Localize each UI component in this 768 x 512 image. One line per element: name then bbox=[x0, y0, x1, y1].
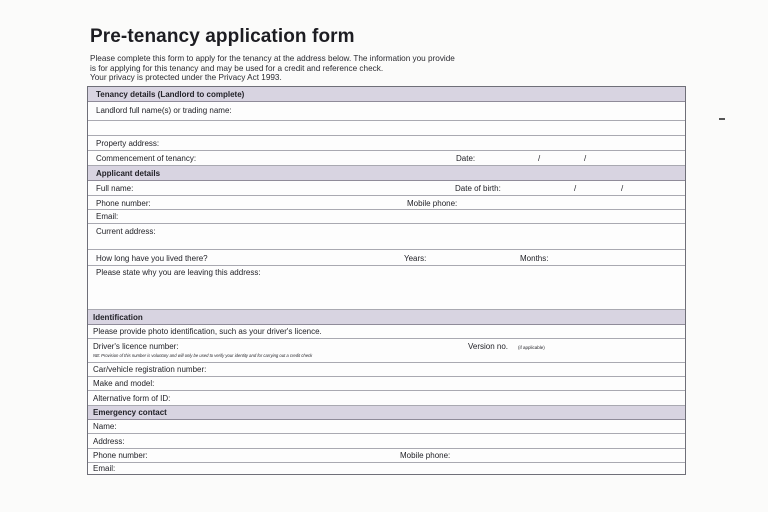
alternative-id-label: Alternative form of ID: bbox=[93, 394, 171, 403]
form-title: Pre-tenancy application form bbox=[90, 26, 355, 47]
full-name-label: Full name: bbox=[96, 184, 134, 193]
scan-speck bbox=[719, 118, 725, 120]
make-model-field[interactable] bbox=[88, 377, 685, 391]
intro-text bbox=[90, 54, 690, 83]
email-field[interactable] bbox=[88, 210, 685, 224]
application-form-table bbox=[87, 86, 686, 475]
emergency-name-field[interactable] bbox=[88, 420, 685, 434]
intro-line-1: Please complete this form to apply for the tenancy at the address below. The information you provide bbox=[90, 54, 455, 63]
applicant-header-label: Applicant details bbox=[96, 169, 161, 178]
current-address-label: Current address: bbox=[96, 227, 156, 236]
commencement-field[interactable] bbox=[88, 151, 685, 166]
emergency-address-label: Address: bbox=[93, 437, 125, 446]
emergency-section-header bbox=[88, 406, 685, 420]
dob-slash-1: / bbox=[574, 184, 577, 193]
landlord-name-continuation[interactable] bbox=[88, 121, 685, 136]
emergency-address-field[interactable] bbox=[88, 434, 685, 449]
licence-nb-note: NB: Provision of this number is voluntary and will only be used to verify your identity and for carrying out a credit check bbox=[93, 353, 313, 358]
reason-leaving-field[interactable] bbox=[88, 266, 685, 310]
applicant-section-header bbox=[88, 166, 685, 181]
phone-label: Phone number: bbox=[96, 199, 151, 208]
dob-slash-2: / bbox=[621, 184, 624, 193]
commencement-label: Commencement of tenancy: bbox=[96, 154, 197, 163]
emergency-name-label: Name: bbox=[93, 422, 117, 431]
version-label: Version no. bbox=[468, 342, 509, 351]
tenancy-section-header bbox=[88, 87, 685, 102]
how-long-label: How long have you lived there? bbox=[96, 254, 208, 263]
months-label: Months: bbox=[520, 254, 549, 263]
email-label: Email: bbox=[96, 212, 119, 221]
date-slash-1: / bbox=[538, 154, 541, 163]
alternative-id-field[interactable] bbox=[88, 391, 685, 406]
make-model-label: Make and model: bbox=[93, 379, 155, 388]
intro-line-3: Your privacy is protected under the Privacy Act 1993. bbox=[90, 73, 282, 82]
licence-field[interactable] bbox=[88, 339, 685, 363]
reason-leaving-label: Please state why you are leaving this address: bbox=[96, 268, 261, 277]
dob-label: Date of birth: bbox=[455, 184, 501, 193]
full-name-field[interactable] bbox=[88, 181, 685, 196]
landlord-name-field[interactable] bbox=[88, 102, 685, 121]
date-slash-2: / bbox=[584, 154, 587, 163]
vehicle-registration-field[interactable] bbox=[88, 363, 685, 377]
emergency-email-label: Email: bbox=[93, 464, 116, 473]
landlord-name-label: Landlord full name(s) or trading name: bbox=[96, 106, 232, 115]
identification-section-header bbox=[88, 310, 685, 325]
emergency-header-label: Emergency contact bbox=[93, 408, 167, 417]
identification-instruction: Please provide photo identification, such as your driver's licence. bbox=[93, 327, 322, 336]
emergency-email-field[interactable] bbox=[88, 463, 685, 475]
emergency-phone-label: Phone number: bbox=[93, 451, 148, 460]
mobile-label: Mobile phone: bbox=[407, 199, 458, 208]
current-address-field[interactable] bbox=[88, 224, 685, 250]
vehicle-registration-label: Car/vehicle registration number: bbox=[93, 365, 207, 374]
duration-field[interactable] bbox=[88, 250, 685, 266]
tenancy-header-label: Tenancy details (Landlord to complete) bbox=[96, 90, 245, 99]
intro-line-2: is for applying for this tenancy and may be used for a credit and reference check. bbox=[90, 63, 384, 73]
emergency-mobile-label: Mobile phone: bbox=[400, 451, 451, 460]
commencement-date-label: Date: bbox=[456, 154, 476, 163]
property-address-label: Property address: bbox=[96, 139, 160, 148]
identification-instruction-row bbox=[88, 325, 685, 339]
emergency-phone-field[interactable] bbox=[88, 449, 685, 463]
licence-label: Driver's licence number: bbox=[93, 342, 179, 351]
identification-header-label: Identification bbox=[93, 313, 143, 322]
phone-field[interactable] bbox=[88, 196, 685, 210]
version-note: (if applicable) bbox=[518, 345, 545, 350]
property-address-field[interactable] bbox=[88, 136, 685, 151]
years-label: Years: bbox=[404, 254, 427, 263]
